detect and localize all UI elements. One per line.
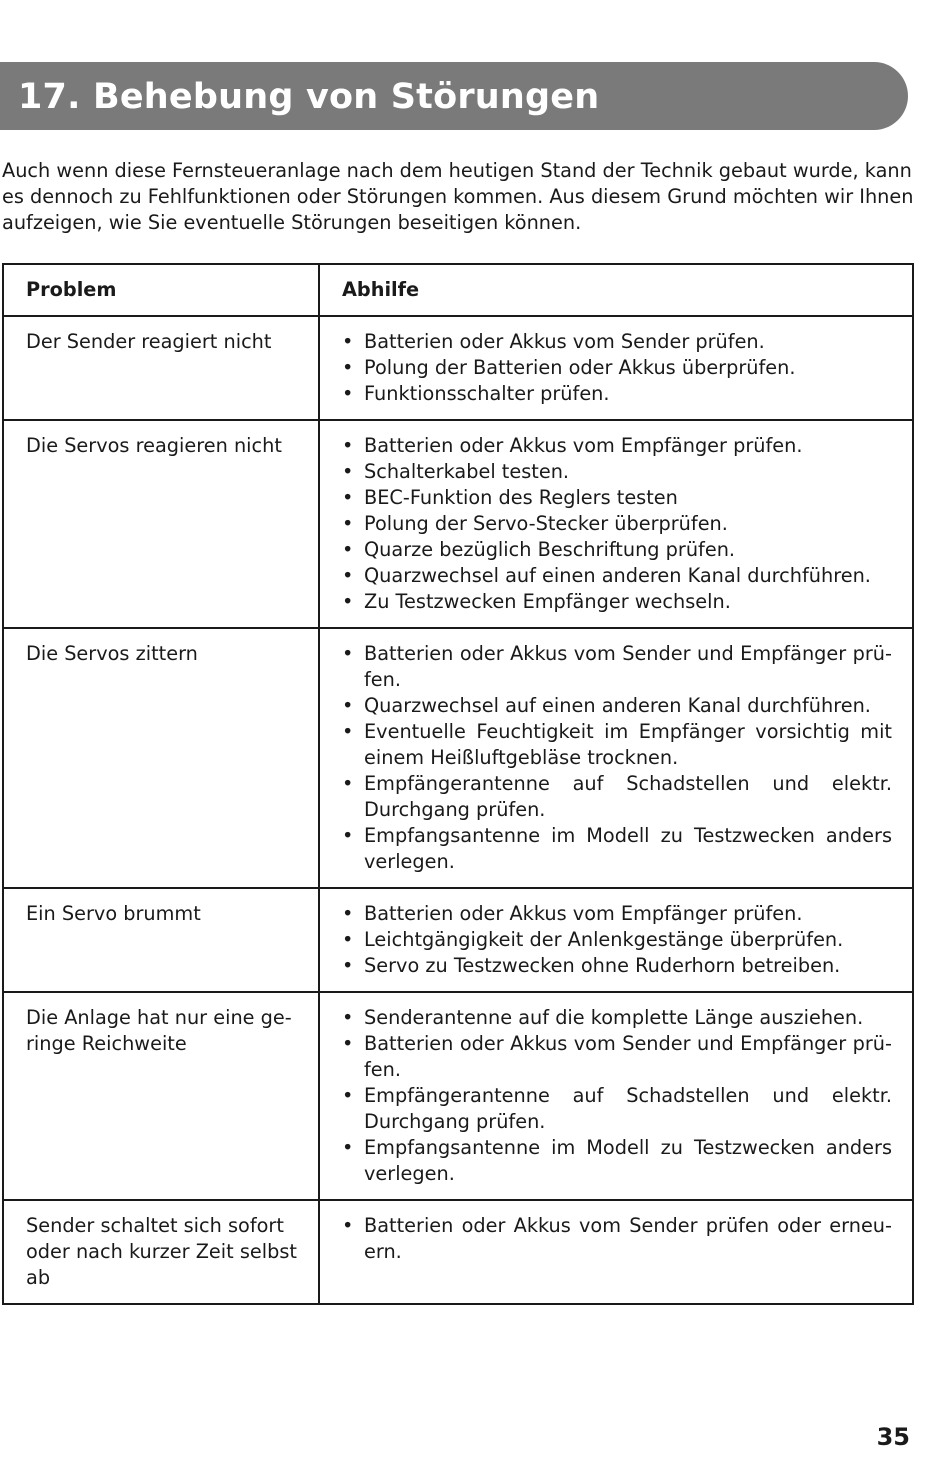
remedy-item: • Batterien oder Akkus vom Sender prüfen. xyxy=(364,329,892,355)
remedy-cell xyxy=(319,628,913,888)
remedy-item: • Batterien oder Akkus vom Sender und Empfänger prüfen. xyxy=(364,1031,892,1083)
intro-paragraph: Auch wenn diese Fernsteueranlage nach dem heutigen Stand der Technik gebaut wurde, kann es dennoch zu Fehlfunktionen oder Störungen kommen. Aus diesem Grund möchten wir Ihnen aufzeigen, wie Sie eventuelle Störungen beseitigen können. xyxy=(2,159,914,234)
remedy-item: • Funktionsschalter prüfen. xyxy=(364,381,892,407)
remedy-item: • Quarzwechsel auf einen anderen Kanal durchführen. xyxy=(364,693,892,719)
problem-cell: Ein Servo brummt xyxy=(3,888,319,992)
remedy-item: • Leichtgängigkeit der Anlenkgestänge überprüfen. xyxy=(364,927,892,953)
remedy-item: • Empfängerantenne auf Schadstellen und elektr. Durchgang prüfen. xyxy=(364,771,892,823)
remedy-list xyxy=(342,329,892,407)
table-row xyxy=(3,628,913,888)
problem-cell: Die Servos reagieren nicht xyxy=(3,420,319,628)
problem-cell: Sender schaltet sich sofort oder nach kurzer Zeit selbst ab xyxy=(3,1200,319,1304)
remedy-item: • Schalterkabel testen. xyxy=(364,459,892,485)
remedy-list xyxy=(342,901,892,979)
column-header-problem: Problem xyxy=(3,264,319,316)
table-row xyxy=(3,420,913,628)
remedy-item: • Batterien oder Akkus vom Empfänger prüfen. xyxy=(364,901,892,927)
table-row xyxy=(3,316,913,420)
section-title: 17. Behebung von Störungen xyxy=(18,77,600,117)
table-row xyxy=(3,992,913,1200)
problem-cell: Die Anlage hat nur eine geringe Reichweite xyxy=(3,992,319,1200)
remedy-item: • Empfangsantenne im Modell zu Testzwecken anders verlegen. xyxy=(364,823,892,875)
remedy-item: • Quarze bezüglich Beschriftung prüfen. xyxy=(364,537,892,563)
table-body xyxy=(3,316,913,1304)
remedy-item: • Batterien oder Akkus vom Empfänger prüfen. xyxy=(364,433,892,459)
remedy-list xyxy=(342,433,892,615)
remedy-item: • BEC-Funktion des Reglers testen xyxy=(364,485,892,511)
remedy-item: • Polung der Batterien oder Akkus überprüfen. xyxy=(364,355,892,381)
remedy-item: • Batterien oder Akkus vom Sender prüfen oder erneuern. xyxy=(364,1213,892,1265)
remedy-cell xyxy=(319,992,913,1200)
remedy-item: • Zu Testzwecken Empfänger wechseln. xyxy=(364,589,892,615)
remedy-item: • Quarzwechsel auf einen anderen Kanal durchführen. xyxy=(364,563,892,589)
column-header-remedy: Abhilfe xyxy=(319,264,913,316)
remedy-item: • Polung der Servo-Stecker überprüfen. xyxy=(364,511,892,537)
remedy-list xyxy=(342,1213,892,1265)
remedy-cell xyxy=(319,888,913,992)
problem-cell: Die Servos zittern xyxy=(3,628,319,888)
remedy-item: • Servo zu Testzwecken ohne Ruderhorn betreiben. xyxy=(364,953,892,979)
remedy-list xyxy=(342,641,892,875)
remedy-cell xyxy=(319,1200,913,1304)
remedy-item: • Batterien oder Akkus vom Sender und Empfänger prüfen. xyxy=(364,641,892,693)
table-header-row xyxy=(3,264,913,316)
remedy-item: • Empfangsantenne im Modell zu Testzwecken anders verlegen. xyxy=(364,1135,892,1187)
problem-cell: Der Sender reagiert nicht xyxy=(3,316,319,420)
table-row xyxy=(3,1200,913,1304)
table-row xyxy=(3,888,913,992)
remedy-item: • Eventuelle Feuchtigkeit im Empfänger vorsichtig mit einem Heißluftgebläse trocknen. xyxy=(364,719,892,771)
troubleshooting-table xyxy=(2,263,914,1305)
remedy-item: • Senderantenne auf die komplette Länge ausziehen. xyxy=(364,1005,892,1031)
remedy-list xyxy=(342,1005,892,1187)
remedy-cell xyxy=(319,420,913,628)
page-number: 35 xyxy=(876,1423,910,1451)
remedy-cell xyxy=(319,316,913,420)
remedy-item: • Empfängerantenne auf Schadstellen und elektr. Durchgang prüfen. xyxy=(364,1083,892,1135)
